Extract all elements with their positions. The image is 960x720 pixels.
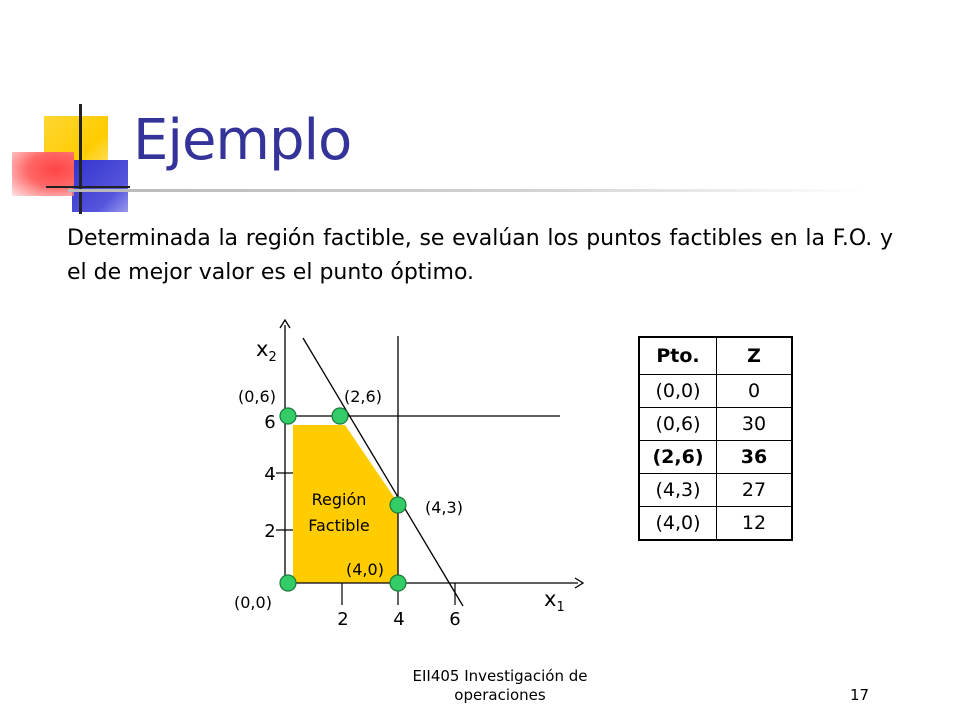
x1-axis-label: $x_1$ xyxy=(544,587,565,615)
objective-values-table xyxy=(638,336,793,541)
y-tick-label-2: 2 xyxy=(264,521,276,542)
vertex-point-4-3 xyxy=(390,497,406,513)
slide-title: Ejemplo xyxy=(133,108,352,173)
table-cell-point: (4,0) xyxy=(639,507,717,541)
table-cell-z: 0 xyxy=(717,375,793,408)
point-label-4-0: (4,0) xyxy=(346,560,384,579)
table-header-row xyxy=(639,337,792,375)
footer-line-2: operaciones xyxy=(454,686,546,704)
y-tick-label-6: 6 xyxy=(264,412,276,433)
page-number: 17 xyxy=(850,686,870,704)
table-cell-z: 12 xyxy=(717,507,793,541)
table-cell-point: (2,6) xyxy=(639,441,717,474)
region-label-line2: Factible xyxy=(308,516,370,535)
region-label-line1: Región xyxy=(311,490,367,509)
table-header-point: Pto. xyxy=(639,337,717,375)
point-label-0-0: (0,0) xyxy=(234,593,272,612)
vertex-point-2-6 xyxy=(332,408,348,424)
table-header-z: Z xyxy=(717,337,793,375)
x-tick-label-2: 2 xyxy=(337,609,349,630)
table-cell-z: 27 xyxy=(717,474,793,507)
point-label-4-3: (4,3) xyxy=(425,498,463,517)
table-cell-point: (0,6) xyxy=(639,408,717,441)
table-cell-z: 30 xyxy=(717,408,793,441)
footer-line-1: EII405 Investigación de xyxy=(412,667,588,685)
vertex-point-4-0 xyxy=(390,575,406,591)
table-row xyxy=(639,408,792,441)
slide-footer xyxy=(360,667,640,705)
point-label-0-6: (0,6) xyxy=(238,387,276,406)
y-tick-label-4: 4 xyxy=(264,464,276,485)
table-row xyxy=(639,474,792,507)
x-tick-label-6: 6 xyxy=(449,609,461,630)
vertex-point-0-0 xyxy=(280,575,296,591)
table-row xyxy=(639,507,792,541)
body-text: Determinada la región factible, se evalúan los puntos factibles en la F.O. y el de mejor valor es el punto óptimo. xyxy=(67,226,893,285)
table-row xyxy=(639,375,792,408)
vertex-point-0-6 xyxy=(280,408,296,424)
table-row-optimal xyxy=(639,441,792,474)
table-cell-point: (0,0) xyxy=(639,375,717,408)
x2-axis-label: $x_2$ xyxy=(256,337,277,365)
table-cell-point: (4,3) xyxy=(639,474,717,507)
table-cell-z: 36 xyxy=(717,441,793,474)
x-tick-label-4: 4 xyxy=(393,609,405,630)
point-label-2-6: (2,6) xyxy=(344,387,382,406)
